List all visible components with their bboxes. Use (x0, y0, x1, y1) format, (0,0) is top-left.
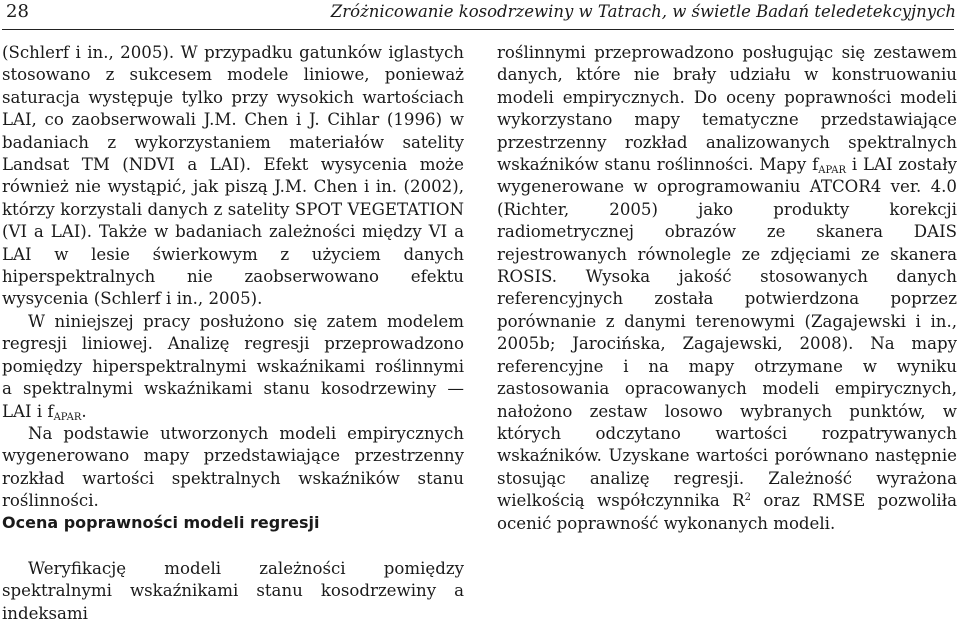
subscript: APAR (818, 165, 847, 177)
paragraph: Na podstawie utworzonych modeli empirycznych wygenerowano mapy przedstawiające przestrzenny rozkład wartości spektralnych wskaźników stanu roślinności. (2, 423, 464, 511)
paragraph: (Schlerf i in., 2005). W przypadku gatunków iglastych stosowano z sukcesem modele liniowe, ponieważ saturacja występuje tylko przy wysokich wartościach LAI, co zaobserwowali J.M. Chen i J. Cihlar (1996) w badaniach z wykorzystaniem materiałów satelity Landsat TM (NDVI a LAI). Efekt wysycenia może również nie wystąpić, jak piszą J.M. Chen i in. (2002), którzy korzystali danych z satelity SPOT VEGETATION (VI a LAI). Także w badaniach zależności między VI a LAI w lesie świerkowym z użyciem danych hiperspektralnych nie zaobserwowano efektu wysycenia (Schlerf i in., 2005). (2, 43, 464, 309)
paragraph-text: W niniejszej pracy posłużono się zatem modelem regresji liniowej. Analizę regresji przeprowadzono pomiędzy hiperspektralnymi wskaźnikami roślinnymi a spektralnymi wskaźnikami stanu kosodrzewiny — LAI i f (2, 311, 464, 421)
paragraph: Weryfikację modeli zależności pomiędzy spektralnymi wskaźnikami stanu kosodrzewiny a indeksami (2, 559, 464, 623)
paragraph-text: i LAI zostały wygenerowane w oprogramowaniu ATCOR4 ver. 4.0 (Richter, 2005) jako produkty korekcji radiometrycznej obrazów ze skanera DAIS rejestrowanych równolegle ze zdjęciami ze skanera ROSIS. Wysoka jakość stosowanych danych referencyjnych została potwierdzona poprzez porównanie z danymi terenowymi (Zagajewski i in., 2005b; Jarocińska, Zagajewski, 2008). Na mapy referencyjne i na mapy otrzymane w wyniku zastosowania opracowanych modeli empirycznych, nałożono zestaw losowo wybranych punktów, w których odczytano wartości rozpatrywanych wskaźników. Uzyskane wartości porównano następnie stosując analizę regresji. Zależność wyrażona wielkością współczynnika R (497, 155, 957, 511)
paragraph-text: roślinnymi przeprowadzono posługując się zestawem danych, które nie brały udziału w konstruowaniu modeli empirycznych. Do oceny poprawności modeli wykorzystano mapy tematyczne przedstawiające przestrzenny rozkład analizowanych spektralnych wskaźników stanu roślinności. Mapy f (497, 43, 957, 175)
running-title: Zróżnicowanie kosodrzewiny w Tatrach, w świetle Badań teledetekcyjnych (330, 2, 956, 21)
left-bottom-text (2, 558, 464, 625)
paragraph-text: oraz RMSE pozwoliła ocenić poprawność wykonanych modeli. (497, 491, 957, 533)
paragraph (2, 311, 464, 423)
page-header (6, 0, 956, 28)
page-number: 28 (6, 1, 29, 22)
header-rule (2, 29, 954, 30)
right-column (497, 42, 957, 535)
subscript: APAR (53, 411, 82, 423)
paragraph (497, 42, 957, 535)
left-column (2, 42, 464, 513)
paragraph-end: . (81, 401, 87, 421)
section-heading: Ocena poprawności modeli regresji (2, 513, 320, 532)
superscript: 2 (744, 492, 751, 504)
